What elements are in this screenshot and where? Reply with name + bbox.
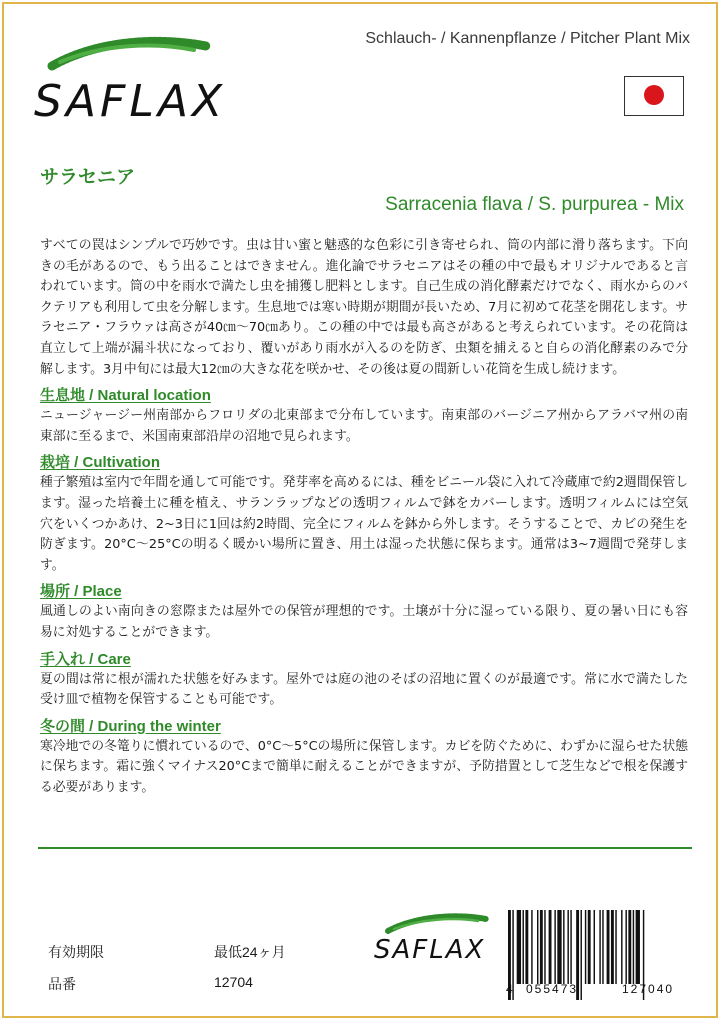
- barcode-bar: [628, 910, 631, 984]
- product-header-title: Schlauch- / Kannenpflanze / Pitcher Plant Mix: [365, 30, 690, 47]
- leaf-swoosh-icon: [34, 32, 244, 82]
- barcode-bar: [621, 910, 622, 984]
- footer-divider: [38, 847, 692, 849]
- barcode-digit-first: 4: [506, 982, 513, 996]
- item-number-label: 品番: [48, 977, 76, 993]
- barcode-bar: [567, 910, 568, 984]
- section-body-cultivation: 種子繁殖は室内で年間を通して可能です。発芽率を高めるには、種をビニール袋に入れて冷蔵庫で約2週間保管します。湿った培養土に種を植え、サランラップなどの透明フィルムで鉢をカバーします。透明フィルムには空気穴をいくつかあけ、2~3日に1回は約2時間、完全にフィルムを鉢から外します。そうすることで、カビの発生を防ぎます。20°C〜25°Cの明るく暖かい場所に置き、用土は湿った状態に保ちます。通常は3~7週間で発芽します。: [40, 475, 688, 573]
- intro-paragraph: すべての罠はシンプルで巧妙です。虫は甘い蜜と魅惑的な色彩に引き寄せられ、筒の内部に滑り落ちます。下向きの毛があるので、もう出ることはできません。進化論でサラセニアはその種の中で最もオリジナルであると言われています。筒の中を雨水で満たし虫を捕獲し肥料とします。自己生成の消化酵素だけでなく、雨水からのバクテリアも利用して虫を分解します。生息地では寒い時期が期間が長いため、7月に初めて花茎を開花します。サラセニア・フラウァは高さが40㎝〜70㎝あり。この種の中では最も高さがあると考えられています。その花筒は直立して上端が漏斗状になっており、覆いがあり雨水が入るのを防ぎ、虫類を捕えると自らの消化酵素のみで分解します。3月中旬には最大12㎝の大きな花を咲かせ、その後は夏の間新しい花筒を生成し続けます。: [40, 238, 688, 377]
- flag-sun: [644, 85, 664, 105]
- barcode-bar: [525, 910, 528, 984]
- saflax-logo: [34, 32, 244, 132]
- item-number-value: 12704: [214, 974, 253, 990]
- barcode-bar: [531, 910, 532, 984]
- barcode-bar: [544, 910, 545, 984]
- barcode-bar: [549, 910, 552, 984]
- barcode-bar: [557, 910, 561, 984]
- barcode-bar: [517, 910, 521, 984]
- barcode-bar: [554, 910, 555, 984]
- barcode-digits-right: 127040: [622, 982, 675, 996]
- section-heading-natural-location: 生息地 / Natural location: [40, 387, 211, 405]
- section-body-place: 風通しのよい南向きの窓際または屋外での保管が理想的です。土壌が十分に湿っている限り、夏の暑い日にも容易に対処することができます。: [40, 604, 688, 640]
- barcode-bar: [594, 910, 595, 984]
- section-heading-cultivation: 栽培 / Cultivation: [40, 454, 161, 472]
- barcode-bar: [636, 910, 640, 984]
- barcode-digits-left: 055473: [526, 982, 579, 996]
- barcode-bar: [585, 910, 586, 984]
- section-body-natural-location: ニュージャージー州南部からフロリダの北東部まで分布しています。南東部のバージニア州からアラバマ州の南東部に至るまで、米国南東部沿岸の沼地で見られます。: [40, 408, 688, 444]
- barcode-bar: [633, 910, 634, 984]
- section-body-care: 夏の間は常に根が濡れた状態を好みます。屋外では庭の池のそばの沼地に置くのが最適です。常に水で満たした受け皿で植物を保管することも可能です。: [40, 671, 688, 708]
- expiry-value: 最低24ヶ月: [214, 944, 286, 960]
- section-heading-winter: 冬の間 / During the winter: [40, 717, 221, 735]
- expiry-label: 有効期限: [48, 945, 104, 961]
- section-heading-care: 手入れ / Care: [40, 650, 131, 668]
- japan-flag-icon: [624, 76, 684, 116]
- brand-logo-text-small: SAFLAX: [374, 935, 486, 965]
- barcode-bar: [537, 910, 538, 984]
- seed-packet-back: [2, 2, 718, 1018]
- barcode-bar: [607, 910, 610, 984]
- barcode-bar: [625, 910, 626, 984]
- barcode-bar: [540, 910, 543, 984]
- brand-logo-text: SAFLAX: [34, 76, 227, 127]
- product-name-jp: サラセニア: [40, 166, 136, 188]
- section-body-winter: 寒冷地での冬篭りに慣れているので、0°C〜5°Cの場所に保管します。カビを防ぐために、わずかに湿らせた状態に保ちます。霜に強くマイナス20°Cまで簡単に耐えることができますが、予防措置として芝生などで根を保護する必要があります。: [40, 738, 688, 795]
- barcode-bar: [570, 910, 571, 984]
- product-name-latin: Sarracenia flava / S. purpurea - Mix: [385, 194, 684, 215]
- barcode-bar: [602, 910, 603, 984]
- barcode-bar: [611, 910, 614, 984]
- description-content: [40, 236, 688, 798]
- barcode-bar: [563, 910, 564, 984]
- barcode-bar: [523, 910, 524, 984]
- barcode-bar: [581, 910, 582, 1000]
- barcode-bar: [599, 910, 600, 984]
- saflax-logo-small: [374, 909, 504, 971]
- barcode-bar: [615, 910, 616, 984]
- section-heading-place: 場所 / Place: [40, 583, 122, 601]
- barcode-bar: [588, 910, 591, 984]
